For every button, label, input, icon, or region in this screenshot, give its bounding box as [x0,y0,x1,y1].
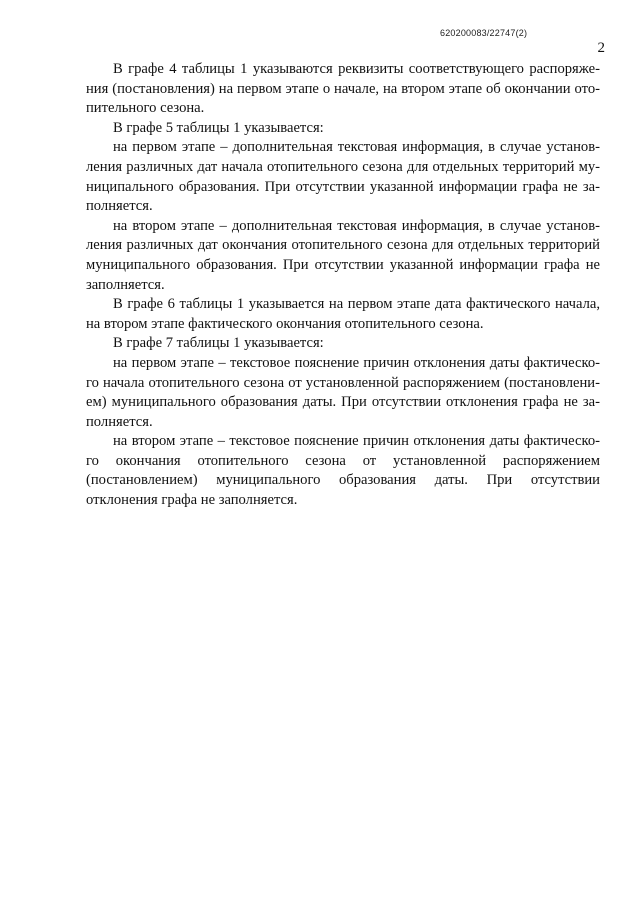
paragraph-column-5-stage-1: на первом этапе – дополнительная текстовая информация, в случае установления различных дат начала отопительного сезона для отдельных территорий муниципального образования. При отсутствии указанной информации графа не заполняется. [86,139,600,215]
paragraph-column-4-details: В графе 4 таблицы 1 указываются реквизиты соответствующего распоряжения (постановления) на первом этапе о начале, на втором этапе об окончании отопительного сезона. [86,61,600,117]
paragraph-column-7-heading: В графе 7 таблицы 1 указывается: [113,335,324,352]
document-body [86,60,600,511]
paragraph-column-5-heading: В графе 5 таблицы 1 указывается: [113,119,324,136]
paragraph-column-6: В графе 6 таблицы 1 указывается на первом этапе дата фактического начала, на втором этапе фактического окончания отопительного сезона. [86,296,600,332]
document-code: 620200083/22747(2) [440,28,528,38]
paragraph-column-5-stage-2: на втором этапе – дополнительная текстовая информация, в случае установления различных дат окончания отопительного сезона для отдельных территорий муниципального образования. При отсутствии указанной информации графа не заполняется. [86,217,600,293]
page-number: 2 [597,40,605,56]
paragraph-column-7-stage-1: на первом этапе – текстовое пояснение причин отклонения даты фактического начала отопительного сезона от установленной распоряжением (постановлением) муниципального образования даты. При отсутствии отклонения графа не заполняется. [86,354,600,430]
paragraph-column-7-stage-2: на втором этапе – текстовое пояснение причин отклонения даты фактического окончания отопительного сезона от установленной распоряжением (постановлением) муниципального образования даты. При отсутствии отклонения графа не заполняется. [86,433,600,509]
